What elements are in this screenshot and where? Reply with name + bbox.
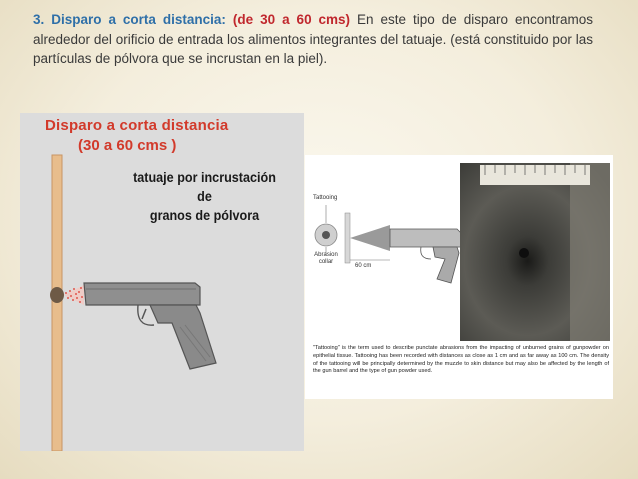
distance-label: 60 cm (355, 263, 372, 269)
diagram-caption (128, 168, 281, 225)
abrasion-label: Abrasion collar (314, 252, 338, 265)
caption-line-1: tatuaje por incrustación de (133, 169, 276, 204)
tattooing-label: Tattooing (313, 195, 338, 201)
skin-strip (345, 213, 350, 263)
gun-icon (390, 229, 461, 283)
powder-cone (350, 225, 390, 251)
slide-paragraph (33, 10, 593, 69)
section-heading: 3. Disparo a corta distancia: (33, 12, 226, 27)
diagram-range: (30 a 60 cms ) (78, 137, 177, 154)
pistol-icon (84, 283, 216, 369)
paragraph-body: En este tipo de disparo encontramos alrededor del orificio de entrada los alimentos integrantes del tatuaje. (está constituido por las partículas de pólvora que se incrustan en la piel). (33, 12, 593, 66)
wound-photo (460, 163, 610, 341)
caption-line-2: granos de pólvora (149, 207, 260, 223)
short-range-diagram (20, 113, 304, 451)
wound-center (322, 231, 330, 239)
short-range-illustration (20, 113, 304, 451)
diagram-title: Disparo a corta distancia (45, 117, 229, 134)
tattooing-reference-figure (305, 155, 613, 399)
entry-hole (50, 287, 64, 303)
distance-range: (de 30 a 60 cms) (232, 12, 351, 27)
figure-note: "Tattooing" is the term used to describe punctate abrasions from the impacting of unburned grains of gunpowder on epithelial tissue. Tattooing has been recorded with distances as close as 1 cm and as far away as 100 cm. The density of the tattooing will be principally determined by the muzzle to skin distance but may also be affected by the length of the gun barrel and the type of gun powder used. (313, 345, 609, 375)
